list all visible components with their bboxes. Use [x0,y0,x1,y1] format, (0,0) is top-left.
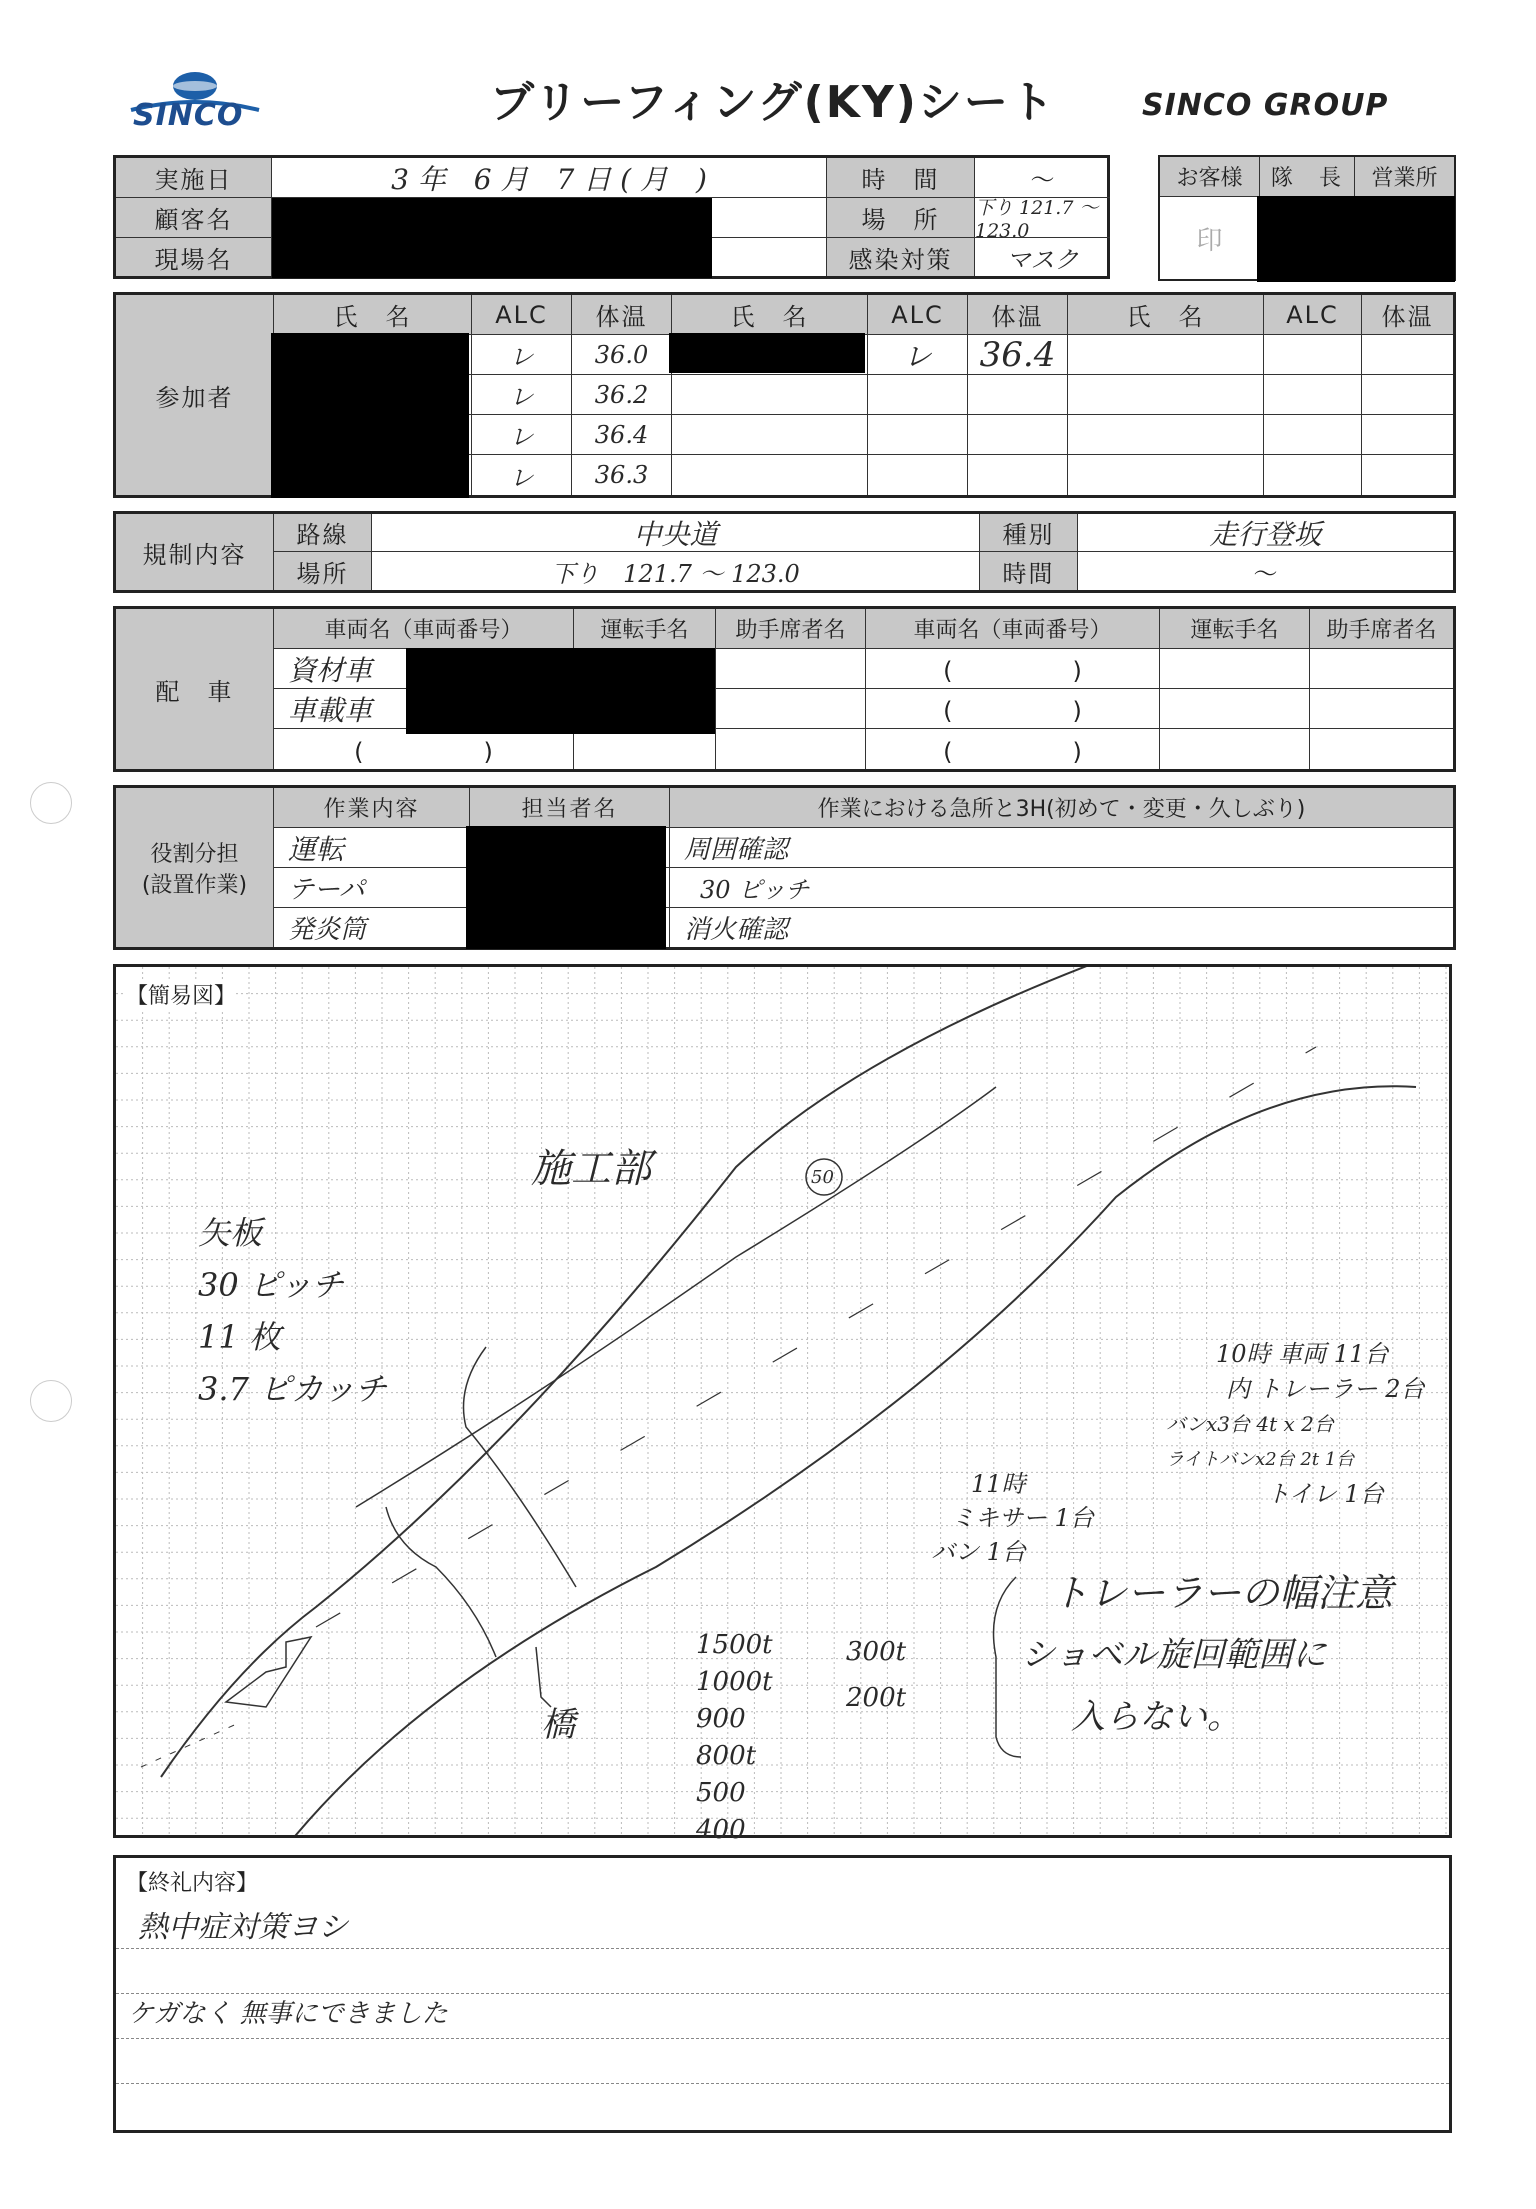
vehicle-grid-cell [716,729,866,769]
col-vehicle-2: 車両名（車両番号） [866,609,1160,649]
closing-rule-4 [116,2083,1449,2084]
participant-grid-cell [1264,375,1362,415]
v10-line-5: トイレ 1台 [1266,1480,1384,1508]
vehicle-4-name: ( ) [866,649,1160,689]
regulation-label: 規制内容 [116,514,274,590]
route-label: 路線 [274,514,372,552]
note-left-1: 矢板 [198,1214,263,1252]
v11-line-1: 11時 [971,1470,1026,1498]
bridge-line-1 [464,1347,577,1587]
p2-temp: 36.2 [572,375,672,415]
col-person: 担当者名 [470,788,670,828]
vehicle-1-name: 資材車 [274,649,574,689]
notes-left [198,1207,387,1415]
col-risk: 作業における急所と3H(初めて・変更・久しぶり) [670,788,1453,828]
participant-grid-cell [968,375,1068,415]
customer-label: 顧客名 [116,198,272,238]
v10-line-2: 内 トレーラー 2台 [1226,1375,1425,1403]
sketch-area [113,964,1452,1845]
weight-2: 1000t [696,1667,773,1697]
p2-alc: レ [472,375,572,415]
redacted-name-2 [669,333,865,373]
vehicle-6-name: ( ) [866,729,1160,769]
redacted-approval [1257,196,1455,282]
weights-column-1 [696,1627,773,1849]
p1-temp: 36.0 [572,335,672,375]
note-left-2: 30 ピッチ [198,1266,344,1304]
redacted-customer [272,198,712,278]
infection-label: 感染対策 [827,238,975,276]
weight-8: 200t [846,1683,907,1713]
regulation-table [113,511,1456,593]
v10-line-4: ライトバンx2台 2t 1台 [1166,1449,1355,1470]
punch-hole-bottom [30,1380,72,1422]
vehicle-3-name: ( ) [274,729,574,769]
col-assistant-1: 助手席者名 [716,609,866,649]
roles-label [116,788,274,947]
participant-grid-cell [1264,455,1362,495]
closing-rule-1 [116,1948,1449,1949]
col-temp-1: 体温 [572,295,672,335]
participant-grid-cell [968,455,1068,495]
approval-customer: お客様 [1160,157,1260,197]
p3-alc: レ [472,415,572,455]
cone-row [141,1722,241,1767]
participant-grid-cell [1068,335,1264,375]
logo-text-left: SINCO [133,98,244,133]
vehicle-grid-cell [1160,689,1310,729]
vehicle-grid-cell [1310,729,1453,769]
redacted-role-persons [466,826,666,949]
note-left-4: 3.7 ピカッチ [198,1370,387,1408]
p4-temp: 36.3 [572,455,672,495]
col-name-3: 氏 名 [1068,295,1264,335]
p5-temp: 36.4 [968,335,1068,375]
reg-place-label: 場所 [274,552,372,590]
vehicle-grid-cell [1310,689,1453,729]
col-temp-2: 体温 [968,295,1068,335]
role-2-risk: 30 ピッチ [670,868,1453,908]
col-assistant-2: 助手席者名 [1310,609,1453,649]
weight-3: 900 [696,1704,746,1734]
approval-seal: 印 [1160,197,1260,279]
kind-value: 走行登坂 [1078,514,1453,552]
vehicle-grid-cell [716,689,866,729]
v11-line-2: ミキサー 1台 [951,1504,1094,1532]
closing-label: 【終礼内容】 [126,1871,259,1896]
participant-grid-cell [672,415,868,455]
vehicles-10-notes [1166,1337,1425,1512]
vehicle-grid-cell [716,649,866,689]
v10-line-3: バンx3台 4t x 2台 [1166,1412,1334,1436]
redacted-names-1 [271,333,469,498]
participant-grid-cell [968,415,1068,455]
roles-label-1: 役割分担 [150,841,239,867]
participant-grid-cell [868,375,968,415]
closing-area [113,1855,1452,2133]
bridge-label: 橋 [541,1705,575,1745]
role-3-risk: 消火確認 [684,915,789,945]
p5-alc: レ [868,335,968,375]
caution-line-1: トレーラーの幅注意 [1051,1571,1394,1615]
date-label: 実施日 [116,158,272,198]
caution-notes [1021,1562,1394,1748]
reg-time-value: ～ [1253,559,1278,588]
weight-6: 400 [696,1815,746,1845]
cone-row-diagonal [316,1047,1316,1627]
caution-bracket [994,1577,1022,1757]
approval-captain: 隊 長 [1260,157,1355,197]
weight-1: 1500t [696,1630,773,1660]
reg-time-label: 時間 [980,552,1078,590]
lane-line [356,1087,996,1507]
participant-grid-cell [868,415,968,455]
vehicles-11-notes [931,1467,1094,1569]
p4-alc: レ [472,455,572,495]
participant-grid-cell [868,455,968,495]
weight-5: 500 [696,1778,746,1808]
participant-grid-cell [1264,415,1362,455]
col-driver-2: 運転手名 [1160,609,1310,649]
roles-table [113,785,1456,950]
col-alc-1: ALC [472,295,572,335]
closing-rule-3 [116,2038,1449,2039]
participant-grid-cell [1362,375,1453,415]
place-value: 下り 121.7 ～ 123.0 [975,198,1110,238]
participant-grid-cell [1362,335,1453,375]
caution-line-3: 入らない。 [1071,1697,1241,1737]
role-3-work: 発炎筒 [274,908,470,947]
sinco-logo [125,66,265,136]
v11-line-3: バン 1台 [931,1538,1026,1566]
time-label: 時 間 [827,158,975,198]
role-2-work: テーパ [274,868,470,908]
vehicle-grid-cell [1160,649,1310,689]
weights-column-2 [846,1629,906,1721]
logo-text-right: SINCO GROUP [1142,88,1389,123]
col-vehicle-1: 車両名（車両番号） [274,609,574,649]
place-label: 場 所 [827,198,975,238]
participant-grid-cell [1362,455,1453,495]
participant-grid-cell [1068,415,1264,455]
vehicles-label: 配 車 [116,609,274,769]
time-value: ～ [975,158,1110,198]
role-1-work: 運転 [274,828,470,868]
weight-7: 300t [846,1637,907,1667]
infection-value: マスク [1006,245,1079,274]
caution-line-2: ショベル旋回範囲に [1021,1635,1327,1675]
participants-label: 参加者 [116,295,274,495]
vehicle-2-name: 車載車 [274,689,574,729]
work-area-label: 施工部 [531,1146,651,1192]
col-name-1: 氏 名 [274,295,472,335]
redacted-vehicles [406,648,715,734]
col-alc-2: ALC [868,295,968,335]
kind-label: 種別 [980,514,1078,552]
site-label: 現場名 [116,238,272,276]
speed-sign-number: 50 [811,1167,834,1188]
participant-grid-cell [1264,335,1362,375]
participant-grid-cell [1362,415,1453,455]
note-left-3: 11 枚 [198,1318,281,1356]
vehicle-grid-cell [1310,649,1453,689]
participant-grid-cell [1068,455,1264,495]
participant-grid-cell [1068,375,1264,415]
participant-grid-cell [672,375,868,415]
page-title: ブリーフィング(KY)シート [490,77,1056,128]
approval-office: 営業所 [1355,157,1454,197]
col-temp-3: 体温 [1362,295,1453,335]
col-driver-1: 運転手名 [574,609,716,649]
closing-line-1: 熱中症対策ヨシ [138,1910,348,1945]
role-1-risk: 周囲確認 [670,828,1453,868]
vehicle-grid-cell [1160,729,1310,769]
vehicle-5-name: ( ) [866,689,1160,729]
col-alc-3: ALC [1264,295,1362,335]
v10-line-1: 10時 車両 11台 [1216,1340,1389,1368]
vehicles-table [113,606,1456,772]
roles-label-2: (設置作業) [141,872,248,898]
col-work: 作業内容 [274,788,470,828]
p1-alc: レ [472,335,572,375]
vehicle-grid-cell [574,729,716,769]
closing-line-2: ケガなく 無事にできました [128,1999,448,2029]
col-name-2: 氏 名 [672,295,868,335]
bridge-line-2 [386,1507,496,1657]
punch-hole-top [30,782,72,824]
weight-4: 800t [696,1741,757,1771]
participant-grid-cell [672,455,868,495]
date-value: 3 年 6 月 7 日 ( 月 ) [272,158,827,198]
sketch-label: 【簡易図】 [126,979,236,1010]
p3-temp: 36.4 [572,415,672,455]
reg-place-value: 下り 121.7 ～ 123.0 [372,552,980,590]
route-value: 中央道 [372,514,980,552]
